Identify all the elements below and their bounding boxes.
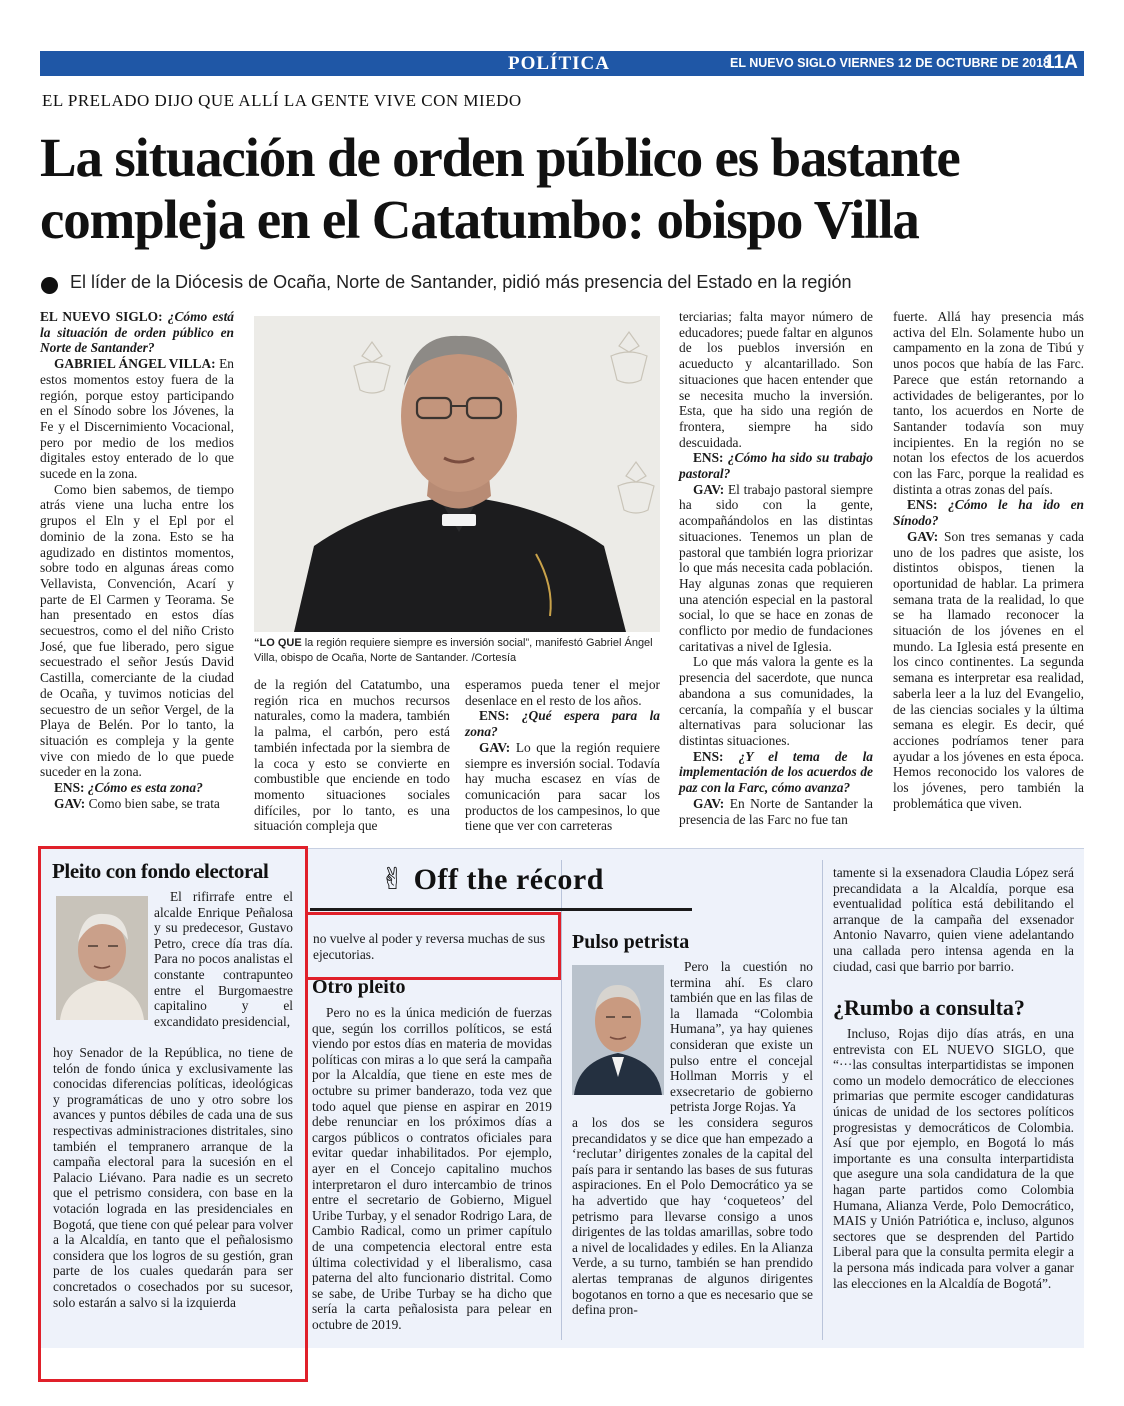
answer-2: GAV: Como bien sabe, se trata: [54, 795, 220, 811]
pulso-wide-text: a los dos se les considera seguros precandidatos y se dice que han empezado a ‘reclutar’ dirigentes zonales de la capital del país para ir sentando las bases de sus futuras aspiraciones. En el Polo Democrático ya se ha advertido que hay ‘coqueteos’ del petrismo para llevarse consigo a unos dirigentes de las toldas amarillas, sobre todo a nivel de localidades y ediles. En la Alianza Verde, a su turno, también se han prendido alertas tempranas de algunos dirigentes bogotanos en torno a que es necesario que se defina pron-: [572, 1115, 813, 1318]
section-name: POLÍTICA: [508, 53, 610, 74]
article-column-1: [40, 309, 234, 812]
question: ENS: ¿Y el tema de la implementación de los acuerdos de paz con la Farc, cómo avanza?: [679, 748, 873, 796]
bullet-dot-icon: [41, 277, 58, 294]
answer: GAV: Son tres semanas y cada uno de los padres que asiste, los distintos obispos, tienen la oportunidad de hablar. La primera semana trata de la realidad, lo que se ha llamado reconocer la situación de los jóvenes en el mundo. La Iglesia está presente en los cinco continentes. La segunda semana es interpretar esa realidad, saberla leer a la luz del Evangelio, de las ciencias sociales y la última semana es elegir. Es decir, qué acciones podríamos tener para ayudar a los jóvenes en esta época. Hemos reconocido los valores de los jóvenes, pero también la problemática que viven.: [893, 528, 1084, 811]
article-column-3: [465, 677, 660, 834]
pulso-narrow-text: Pero la cuestión no termina ahí. Es claro también que en las filas de la llamada “Colombia Humana”, ya hay quienes consideran que existe un pulso entre el concejal Hollman Morris y el exsecretario de gobierno petrista Jorge Rojas. Ya: [670, 959, 813, 1115]
rumbo-consulta-text: Incluso, Rojas dijo días atrás, en una entrevista con EL NUEVO SIGLO, que “···las consultas interpartidistas se imponen como un modelo democrático de elecciones primarias que permite escoger candidaturas únicas de unidad de los sectores políticos progresistas y democráticos de Colombia. Así que por ejemplo, en Bogotá lo más importante es una consulta interpartidista que asegure una sola candidatura de la que hagan parte partidos como Colombia Humana, Alianza Verde, Polo Democrático, MAIS y Unión Patriótica e, incluso, algunos sectores que se desprenden del Partido Liberal para que la consulta permita elegir a la persona más indicada para volver a ganar las elecciones en la Alcaldía de Bogotá”.: [833, 1026, 1074, 1291]
rojas-portrait-illustration: [572, 965, 664, 1095]
off-the-record-title: ✌ Off the récord: [380, 862, 604, 897]
column-divider: [822, 860, 823, 1340]
headline-line-2: compleja en el Catatumbo: obispo Villa: [40, 189, 919, 250]
article-column-5: [893, 309, 1084, 812]
rumbo-consulta-heading: ¿Rumbo a consulta?: [833, 995, 1025, 1020]
bishop-portrait-illustration: [254, 316, 660, 632]
answer: GAV: En Norte de Santander la presencia de las Farc no fue tan: [679, 795, 873, 827]
question: ENS: ¿Qué espera para la zona?: [465, 708, 660, 740]
question-1: EL NUEVO SIGLO: ¿Cómo está la situación de orden público en Norte de Santander?: [40, 309, 234, 356]
pleito-wide-text: hoy Senador de la República, no tiene de telón de fondo única y exclusivamente las conocidas diferencias políticas, ideológicas y programáticas de uno y otro sobre los avances y puntos débiles de cada una de sus respectivas administraciones distritales, sino también el tempranero arranque de la campaña electoral para la sucesión en el Palacio Liévano. Para nadie es un secreto que el petrismo considera, con base en la votación lograda en las presidenciales en Bogotá, que tiene con qué pelear para volver a la Alcaldía, en tanto que el peñalosismo considera que los logros de su gestión, gran parte de los cuales quedarán para ser concretados o cosechados por su sucesor, solo estarán a salvo si la izquierda: [53, 1045, 293, 1310]
column-divider: [561, 860, 562, 1340]
otro-pleito-text: Pero no es la única medición de fuerzas que, según los corrillos políticos, se está viendo por estos días en materia de movidas políticas con miras a lo que será la campaña por la Alcaldía, que tiene en este mes de octubre su primer banderazo, toda vez que todo aquel que piense en aspirar en 2019 debe renunciar en los próximos días a cargos públicos o contratos oficiales para evitar quedar inhabilitados. Por ejemplo, ayer en el Concejo capitalino muchos interpretaron el duro intercambio de trinos entre el secretario de Gobierno, Miguel Uribe Turbay, y el senador Rodrigo Lara, de Cambio Radical, como un primer capítulo de una competencia electoral entre esta última colectividad y el liberalismo, casa paterna del alto funcionario distrital. Como se sabe, de Uribe Turbay se ha dicho que sería la carta peñalosista para pelear en octubre de 2019.: [312, 1005, 552, 1332]
paragraph: fuerte. Allá hay presencia más activa del Eln. Solamente hubo un campamento en la zona de Tibú y unos pocos que había de las Farc. Parece que están retornando a actividades de beligerantes, por lo tanto, los acuerdos en Norte de Santander todavía son muy incipientes. En la región no se notan los efectos de los acuerdos con las Farc, porque la realidad es distinta a otras zonas del país.: [893, 309, 1084, 497]
header-date: EL NUEVO SIGLO VIERNES 12 DE OCTUBRE DE 2018: [730, 56, 1050, 70]
otro-pleito-heading: Otro pleito: [312, 976, 406, 998]
answer: GAV: Lo que la región requiere siempre es inversión social. Todavía hay mucha escasez en vías de comunicación para sacar los productos de los campesinos, lo que tiene que ver con carreteras: [465, 739, 660, 834]
claudia-lopez-text: tamente si la exsenadora Claudia López será precandidata a la Alcaldía, porque esa eventualidad política está debilitando el arranque de la campaña del exsenador Antonio Navarro, quien viene adelantando una callada pero intensa agenda en la ciudad, casi que barrio por barrio.: [833, 865, 1074, 974]
question: ENS: ¿Cómo le ha ido en Sínodo?: [893, 497, 1084, 529]
question: ENS: ¿Cómo ha sido su trabajo pastoral?: [679, 450, 873, 482]
question-2: ENS: ¿Cómo es esta zona?: [54, 780, 203, 796]
paragraph: Como bien sabemos, de tiempo atrás viene una lucha entre los grupos el Eln y el Epl por el dominio de la zona. Esto se ha agudizado en distintos momentos, sobre todo en algunas áreas como Vellavista, Convención, Acarí y parte de El Carmen y Teorama. Se han presentado en estos días secuestros, como el del niño Cristo José, que fue liberado, pero sigue secuestrado el señor Jesús David Castilla, comerciante de la ciudad de Ocaña, y tuvimos noticias del secuestro de un señor Vergel, de la Playa de Belén. Por lo tanto, la situación es compleja y la gente vive con miedo de lo que puede suceder en la zona.: [40, 481, 234, 780]
petrista-photo: [572, 965, 664, 1095]
highlight-box-pleito: [38, 846, 308, 1382]
bishop-photo: [254, 316, 660, 632]
victory-hand-icon: ✌: [380, 862, 406, 897]
pleito-narrow-text: El rifirrafe entre el alcalde Enrique Peñalosa y su predecesor, Gustavo Petro, crece día tras día. Para no pocos analistas el constante contrapunteo entre el Burgomaestre capitalino y el excandidato presidencial,: [154, 889, 293, 1029]
kicker: EL PRELADO DIJO QUE ALLÍ LA GENTE VIVE CON MIEDO: [42, 91, 522, 110]
pulso-petrista-heading: Pulso petrista: [572, 931, 690, 953]
pleito-heading: Pleito con fondo electoral: [52, 859, 269, 883]
page-number: 11A: [1044, 52, 1078, 73]
highlight-box-continuation: [305, 912, 561, 980]
headline: [40, 127, 1100, 251]
title-rule: [310, 908, 692, 911]
subhead: El líder de la Diócesis de Ocaña, Norte de Santander, pidió más presencia del Estado en la región: [70, 272, 852, 292]
paragraph: terciarias; falta mayor número de educadores; puede faltar en algunos de los pueblos inversión en acueducto y alcantarillado. Son situaciones que hacen entender que se necesita mucho la inversión. Esta, que ha sido una región de frontera, siempre ha sido descuidada.: [679, 309, 873, 450]
headline-line-1: La situación de orden público es bastante: [40, 127, 960, 188]
article-column-2: de la región del Catatumbo, una región rica en muchos recursos naturales, como la madera, también la palma, el carbón, pero está también infectada por la siembra de la coca y esto se convierte en combustible que enciende en todo momento situaciones sociales difíciles, por lo tanto, es una situación compleja que: [254, 677, 450, 834]
pleito-continuation: no vuelve al poder y reversa muchas de sus ejecutorias.: [313, 931, 546, 962]
paragraph: Lo que más valora la gente es la presencia del sacerdote, que nunca abandona a sus comunidades, la cercanía, la compañía y el buscar alternativas para solucionar las distintas situaciones.: [679, 654, 873, 748]
answer-1: GABRIEL ÁNGEL VILLA: En estos momentos estoy fuera de la región, porque estoy participando en el Sínodo sobre los Jóvenes, la Fe y el Discernimiento Vocacional, pero por medio de los medios digitales estoy enterado de lo que sucede en la zona.: [40, 356, 234, 482]
article-column-4: [679, 309, 873, 827]
paragraph: esperamos pueda tener el mejor desenlace en el resto de los años.: [465, 677, 660, 708]
photo-caption: “LO QUE la región requiere siempre es inversión social”, manifestó Gabriel Ángel Villa, obispo de Ocaña, Norte de Santander. /Cortesía: [254, 637, 653, 664]
answer: GAV: El trabajo pastoral siempre ha sido con la gente, acompañándolos en las distintas situaciones. Tenemos un plan de pastoral que también logra priorizar lo que más necesita cada población. Hay algunas zonas que requieren una atención especial en la pastoral social, lo que se hace en zonas de conflicto por medio de fundaciones caritativas a nivel de Iglesia.: [679, 481, 873, 654]
